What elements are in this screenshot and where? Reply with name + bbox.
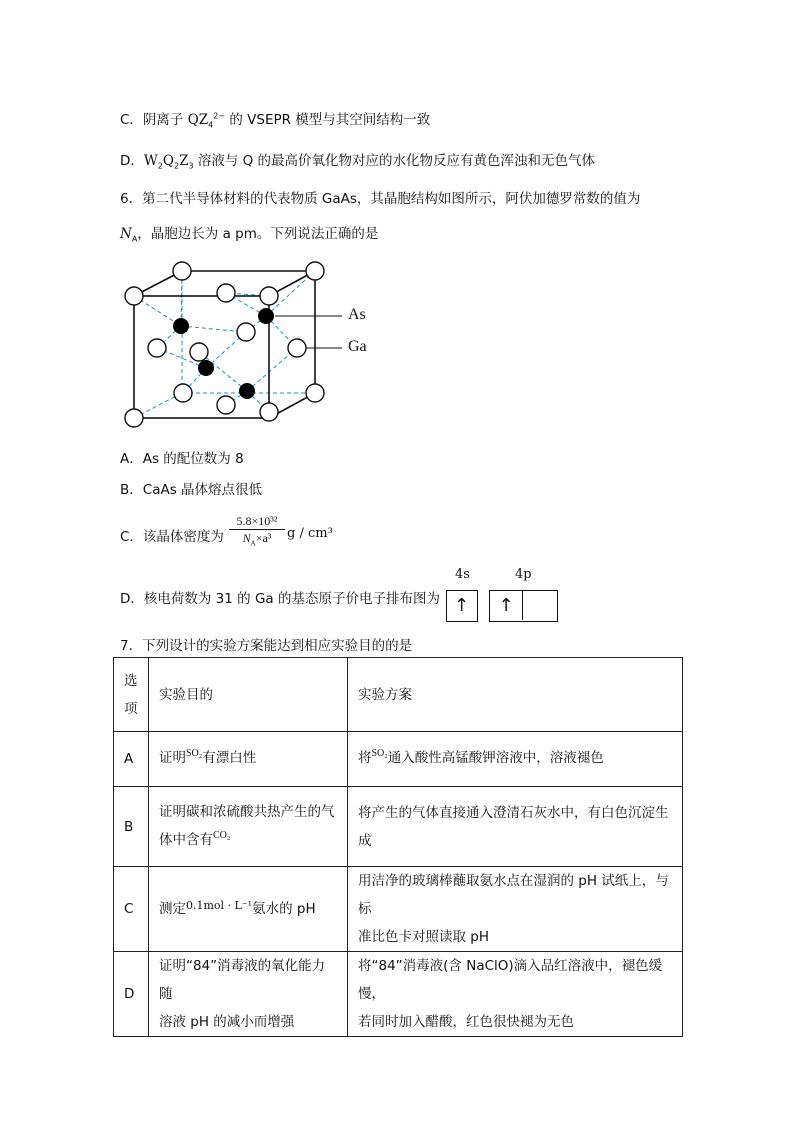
density-numerator: 5.8×10³² [236,514,278,528]
empty-orbital [523,591,556,620]
table-row [114,867,683,952]
row-option: A [114,732,149,787]
q7-stem: 7．下列设计的实验方案能达到相应实验目的的是 [120,638,413,654]
row-purpose: 证明$^{SO_2}$有漂白性 [149,732,348,787]
row-plan: 用洁净的玻璃棒蘸取氨水点在湿润的 pH 试纸上，与标 准比色卡对照读取 pH [348,867,683,952]
ga-atom [306,262,324,280]
header-purpose: 实验目的 [149,658,348,732]
ga-atom [217,284,235,302]
table-row [114,787,683,867]
gaas-unit-cell-diagram [110,255,390,435]
row-purpose: 证明碳和浓硫酸共热产生的气 体中含有$^{CO_2}$ [149,787,348,867]
orbital-4p-label: 4p [515,567,532,582]
ga-atom [217,396,235,414]
as-atom [173,318,189,334]
ga-atom [125,287,143,305]
ga-label: Ga [348,338,367,355]
q6-option-b: B．CaAs 晶体熔点很低 [120,482,263,498]
q6-option-c: C．该晶体密度为 [120,529,224,545]
experiment-table [113,657,683,1037]
table-header-row [114,658,683,732]
ga-atom [306,384,324,402]
row-purpose: 证明“84”消毒液的氧化能力随 溶液 pH 的减小而增强 [149,952,348,1037]
row-purpose: 测定$^{0.1mol \cdot L^{-1}}$氨水的 pH [149,867,348,952]
ga-atom [190,343,208,361]
row-option: C [114,867,149,952]
row-option: D [114,952,149,1037]
spin-up-arrow: ↑ [453,595,470,616]
label-leaders [275,316,342,348]
density-fraction [229,514,285,550]
ga-atom [148,339,166,357]
header-plan: 实验方案 [348,658,683,732]
row-plan: 将$^{SO_2}$通入酸性高锰酸钾溶液中，溶液褪色 [348,732,683,787]
density-denominator: $N_A\times a^3$ [242,531,272,548]
row-option: B [114,787,149,867]
ga-atom [260,403,278,421]
ga-atom [288,339,306,357]
as-atom [198,360,214,376]
as-atom [258,308,274,324]
ga-atom [260,287,278,305]
table-row [114,952,683,1037]
header-option: 选 项 [114,658,149,732]
na-symbol: N [120,226,132,242]
orbital-box-4s [446,590,478,622]
q6-option-a: A．As 的配位数为 8 [120,451,244,467]
ga-atom [173,262,191,280]
as-label: As [348,306,366,323]
row-plan: 将“84”消毒液(含 NaClO)滴入品红溶液中，褪色缓慢， 若同时加入醋酸，红色很快褪为无色 [348,952,683,1037]
row-plan: 将产生的气体直接通入澄清石灰水中，有白色沉淀生 成 [348,787,683,867]
ga-atom [174,384,192,402]
orbital-box-4p [489,590,558,622]
q5-option-d: D．$W_2Q_2Z_3$ 溶液与 Q 的最高价氧化物对应的水化物反应有黄色浑浊和无色气体 [120,153,596,171]
orbital-4s-label: 4s [455,567,470,582]
q6-stem-line2: $N_A$，晶胞边长为 a pm。下列说法正确的是 [120,226,379,244]
q5-option-c: C．阴离子 $QZ_4^{2-}$ 的 VSEPR 模型与其空间结构一致 [120,111,431,130]
spin-up-arrow: ↑ [490,591,523,620]
density-unit: g / cm³ [287,526,333,541]
fraction-bar [229,529,285,530]
ga-atom [125,409,143,427]
ga-atom [237,323,255,341]
table-row [114,732,683,787]
as-atom [239,383,255,399]
q6-stem-line1: 6．第二代半导体材料的代表物质 GaAs，其晶胞结构如图所示，阿伏加德罗常数的值为 [120,191,641,207]
q6-option-d: D．核电荷数为 31 的 Ga 的基态原子价电子排布图为 [120,591,440,607]
